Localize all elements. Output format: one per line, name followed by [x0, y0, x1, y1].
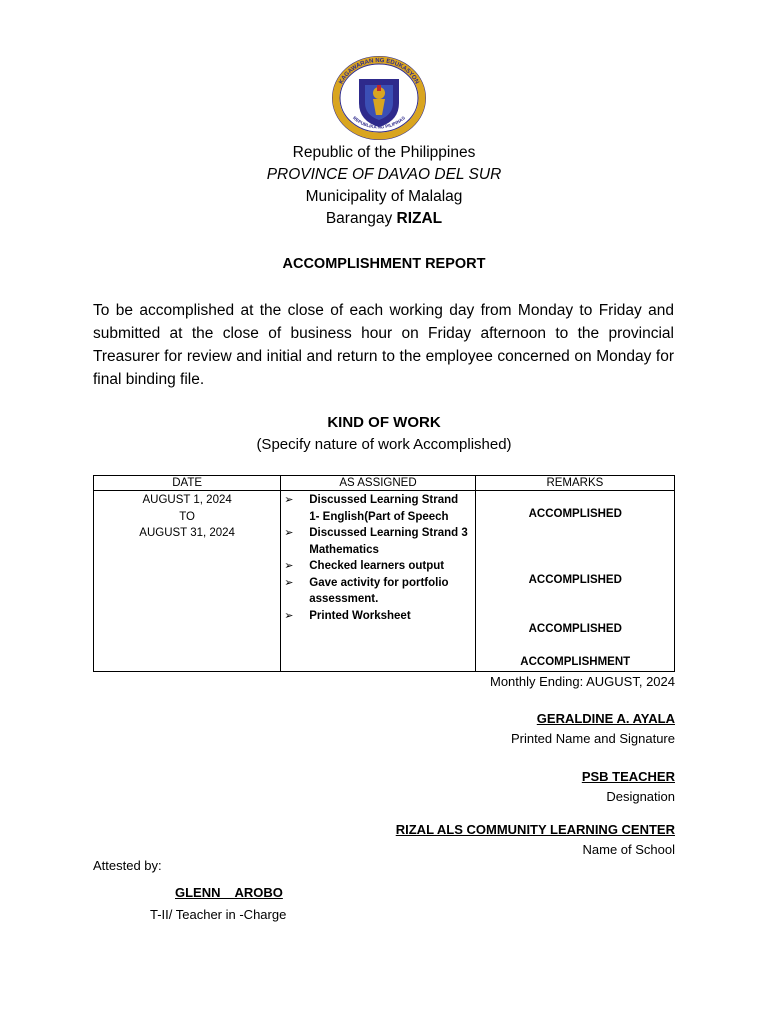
kind-of-work-heading — [0, 412, 768, 456]
accomplishment-table — [93, 475, 675, 672]
kind-of-work-subtitle: (Specify nature of work Accomplished) — [256, 436, 512, 453]
task-item — [284, 558, 471, 575]
deped-seal-logo — [329, 55, 429, 141]
attester-name: GLENN AROBO — [175, 885, 283, 900]
signatory-caption: Printed Name and Signature — [510, 731, 675, 746]
task-item — [284, 608, 471, 625]
signatory-name: GERALDINE A. AYALA — [536, 711, 675, 726]
signature-block-designation — [582, 768, 675, 805]
remark-item: ACCOMPLISHMENT — [520, 656, 631, 668]
arrow-bullet-icon: ➢ — [284, 609, 294, 622]
table-row — [94, 491, 675, 672]
report-title: ACCOMPLISHMENT REPORT — [282, 256, 486, 272]
header-province: PROVINCE OF DAVAO DEL SUR — [266, 166, 502, 183]
date-to-label: TO — [179, 510, 195, 523]
task-text: Checked learners output — [309, 560, 445, 572]
task-text: Printed Worksheet — [309, 609, 411, 622]
designation-caption: Designation — [606, 789, 675, 804]
school-name-caption: Name of School — [582, 842, 675, 857]
table-header-row — [94, 476, 675, 491]
signature-block-name — [511, 710, 675, 747]
task-item — [284, 492, 471, 525]
attested-by-label: Attested by: — [93, 858, 162, 873]
date-to: AUGUST 31, 2024 — [139, 527, 235, 539]
header-as-assigned: AS ASSIGNED — [281, 476, 476, 491]
remarks-cell — [475, 491, 674, 672]
task-text: Discussed Learning Strand 1- English(Part of Speech — [309, 494, 459, 523]
signature-block-school — [396, 821, 675, 858]
remark-item: ACCOMPLISHED — [528, 623, 622, 635]
task-item — [284, 575, 471, 608]
barangay-prefix: Barangay — [325, 210, 397, 227]
monthly-ending: Monthly Ending: AUGUST, 2024 — [490, 674, 675, 689]
letterhead — [0, 142, 768, 230]
arrow-bullet-icon: ➢ — [284, 527, 294, 539]
kind-of-work-title: KIND OF WORK — [327, 414, 441, 431]
remark-item: ACCOMPLISHED — [528, 508, 622, 520]
attester-caption: T-II/ Teacher in -Charge — [150, 907, 287, 922]
header-municipality: Municipality of Malalag — [305, 188, 463, 205]
assigned-cell — [281, 491, 476, 672]
date-cell — [94, 491, 281, 672]
arrow-bullet-icon: ➢ — [284, 494, 294, 506]
barangay-name: RIZAL — [396, 210, 443, 227]
task-item — [284, 525, 471, 558]
remark-item: ACCOMPLISHED — [528, 574, 622, 586]
date-from: AUGUST 1, 2024 — [142, 494, 232, 506]
school-name-value: RIZAL ALS COMMUNITY LEARNING CENTER — [395, 822, 675, 837]
arrow-bullet-icon: ➢ — [284, 576, 294, 589]
intro-paragraph: To be accomplished at the close of each working day from Monday to Friday and submitted at the close of business hour on Friday afternoon to the provincial Treasurer for review and initial and return to the employee concerned on Monday for final binding file. — [93, 302, 674, 388]
header-remarks: REMARKS — [475, 476, 674, 491]
header-date: DATE — [94, 476, 281, 491]
svg-text:REPUBLIKA NG PILIPINAS: REPUBLIKA NG PILIPINAS — [351, 115, 407, 130]
header-republic: Republic of the Philippines — [292, 144, 476, 161]
task-text: Gave activity for portfolio assessment. — [309, 576, 449, 605]
arrow-bullet-icon: ➢ — [284, 560, 294, 572]
designation-value: PSB TEACHER — [581, 769, 675, 784]
header-barangay — [0, 208, 768, 230]
task-text: Discussed Learning Strand 3 Mathematics — [309, 527, 468, 556]
svg-text:KAGAWARAN NG EDUKASYON: KAGAWARAN NG EDUKASYON — [338, 57, 420, 86]
